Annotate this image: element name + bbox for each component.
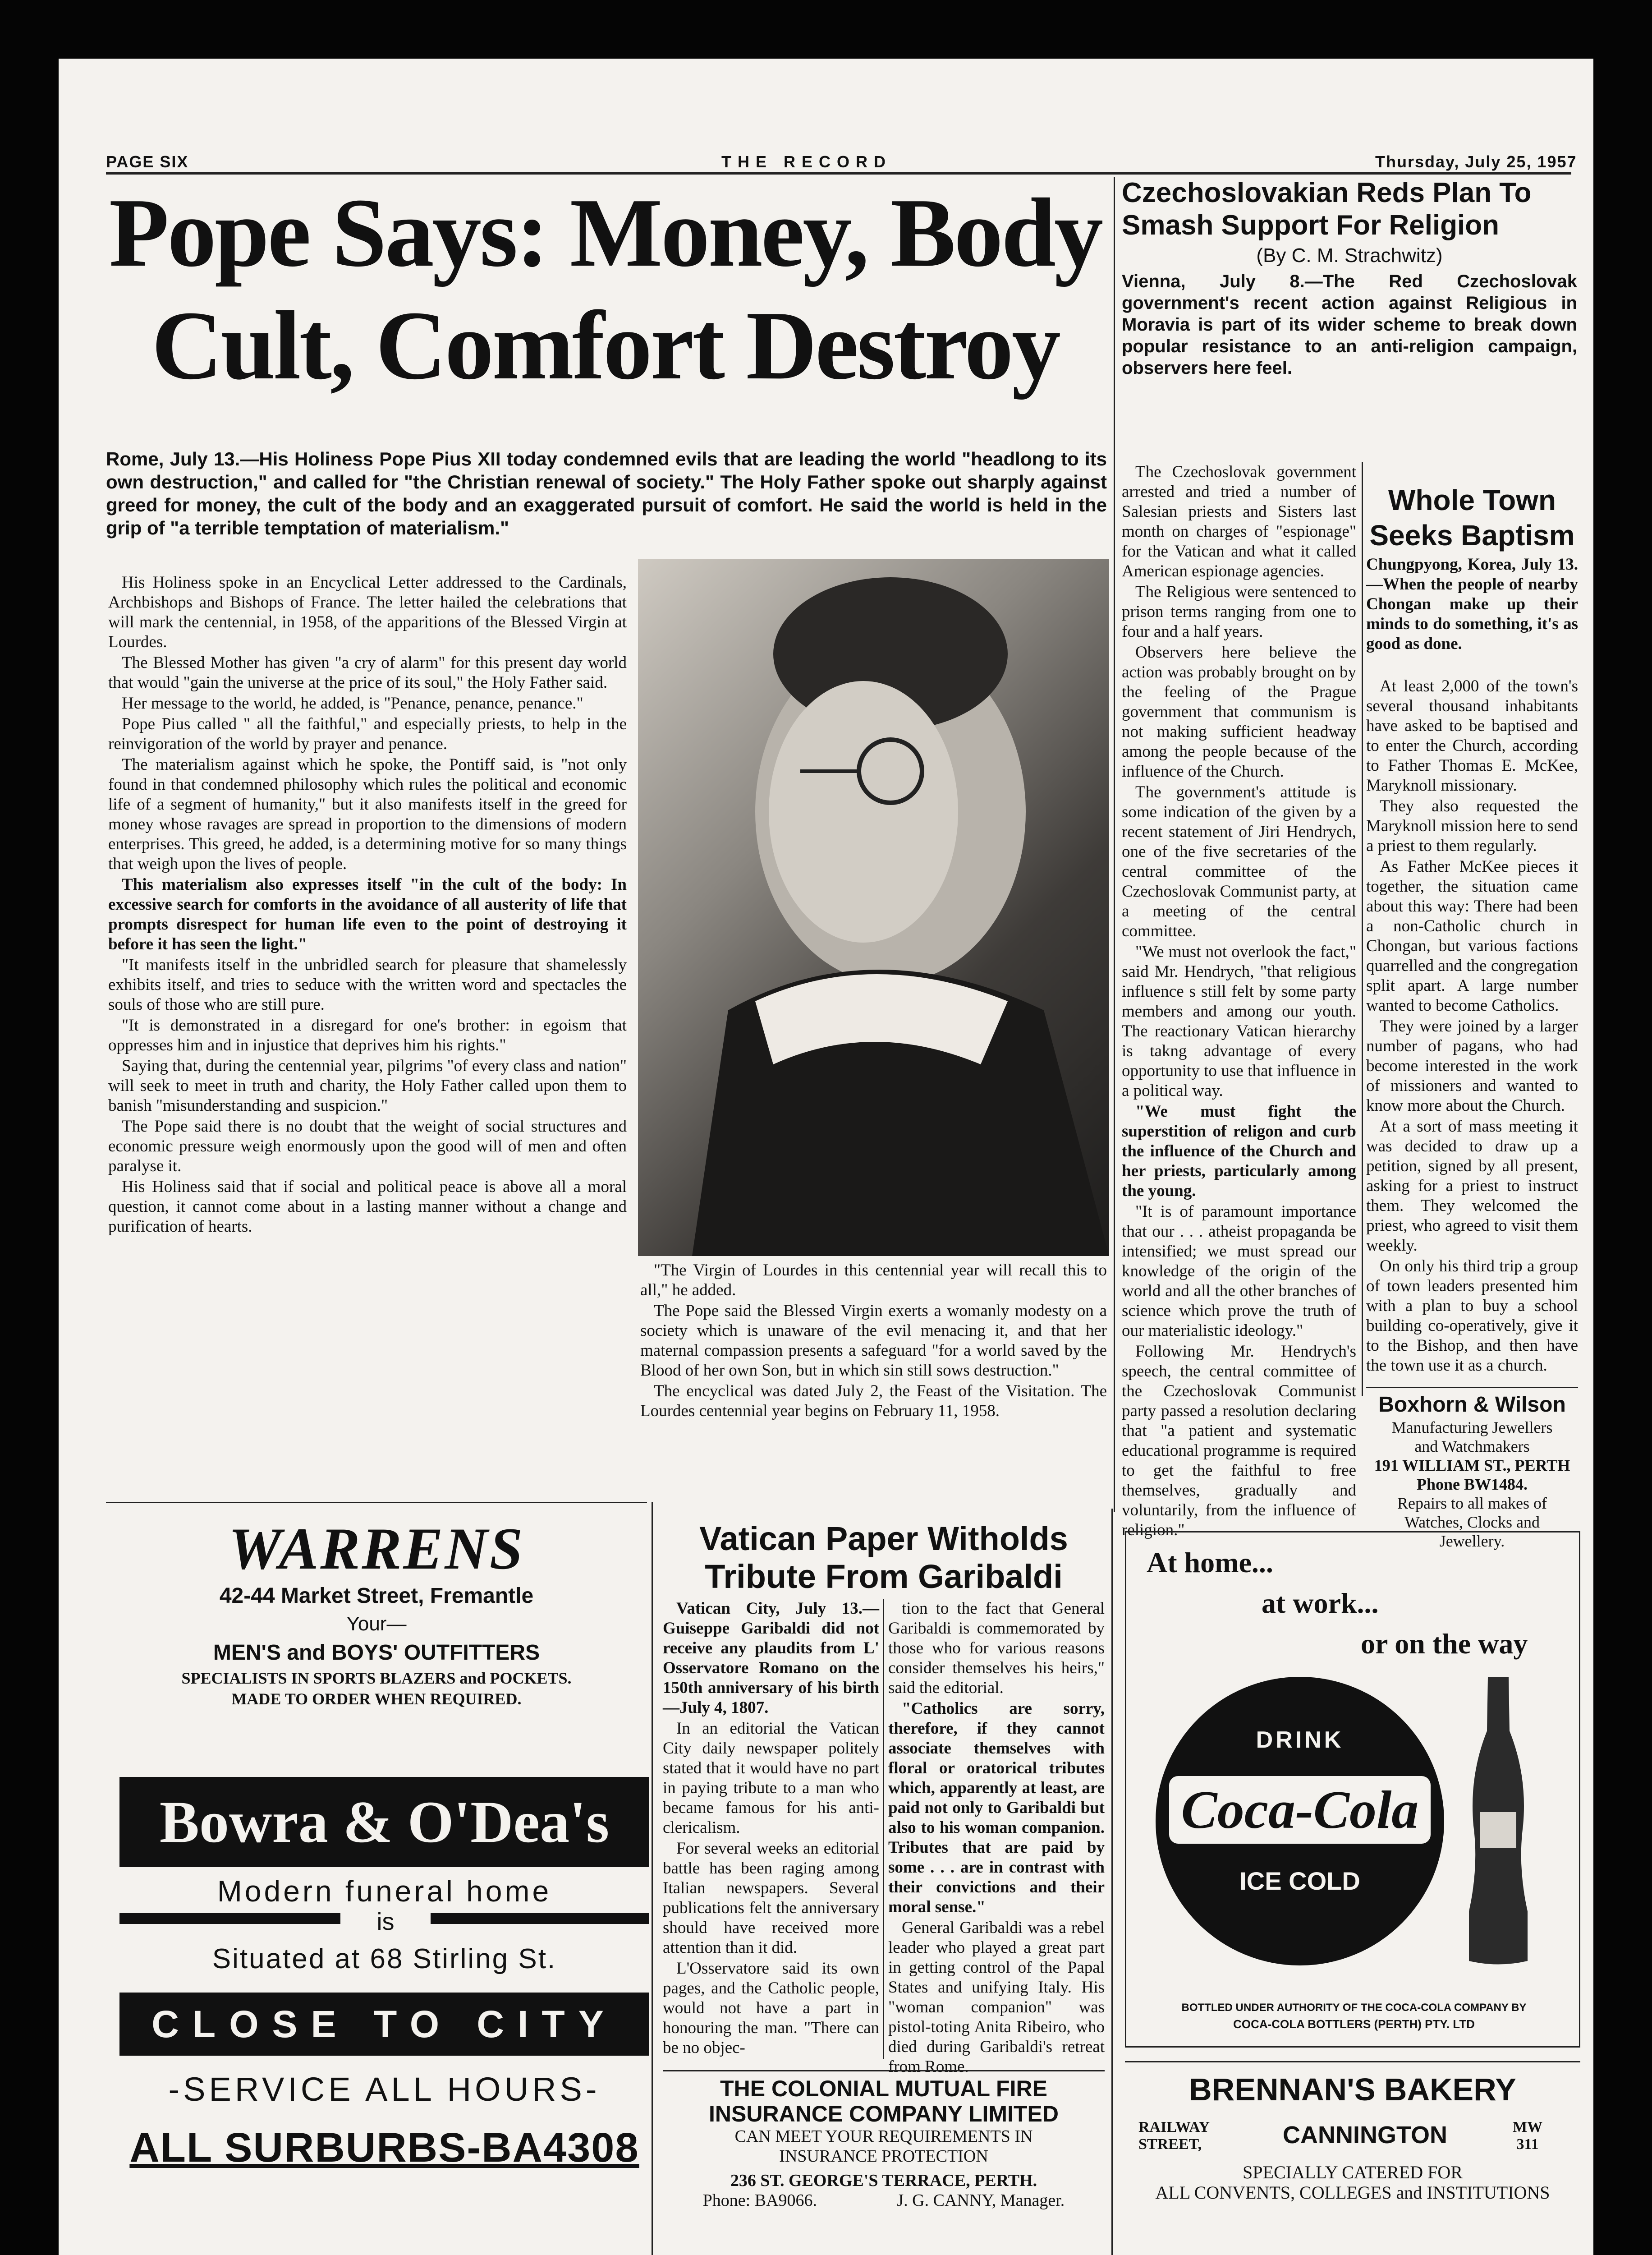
main-headline-line-1: Pope Says: Money, Body <box>109 179 1102 287</box>
paragraph: "We must fight the superstition of religon and curb the influence of the Church and her priests, particularly among the young. <box>1122 1102 1356 1200</box>
vatican-headline <box>658 1520 1109 1596</box>
paragraph: L'Osservatore said its own pages, and the Catholic people, would not have a part in honouring the man. "There can be no objec- <box>663 1959 879 2057</box>
colonial-manager: J. G. CANNY, Manager. <box>897 2191 1065 2210</box>
boxhorn-address: 191 WILLIAM ST., PERTH <box>1374 1456 1570 1474</box>
paragraph: Vatican City, July 13.—Guiseppe Garibaldi did not receive any plaudits from L' Osservatore Romano on the 150th anniversary of his birth—July 4, 1807. <box>663 1599 879 1717</box>
brennan-street <box>1138 2119 1210 2153</box>
paragraph: They also requested the Maryknoll mission here to send a priest to them regularly. <box>1366 797 1578 855</box>
paragraph: This materialism also expresses itself "in the cult of the body: In excessive search for comforts in the avoidance of all austerity of life that prompts disrespect for human life even to the point of destroying it before it has seen the light." <box>108 875 627 953</box>
coke-line-3: or on the way <box>1361 1628 1528 1660</box>
brennan-line-2: ALL CONVENTS, COLLEGES and INSTITUTIONS <box>1155 2182 1550 2203</box>
warrens-ad <box>113 1515 640 1709</box>
colonial-line-1: CAN MEET YOUR REQUIREMENTS IN <box>734 2127 1033 2146</box>
colonial-name: THE COLONIAL MUTUAL FIRE <box>720 2076 1047 2101</box>
paragraph: His Holiness spoke in an Encyclical Letter addressed to the Cardinals, Archbishops and Bishops of France. The letter hailed the celebrations that will mark the centennial, in 1958, of the apparitions of the Blessed Virgin at Lourdes. <box>108 573 627 651</box>
vatican-column-2 <box>888 1599 1105 2076</box>
brennan-right-1: MW <box>1513 2119 1543 2135</box>
warrens-your: Your— <box>346 1613 407 1635</box>
bowra-line-3: Situated at 68 Stirling St. <box>212 1943 557 1974</box>
warrens-address: 42-44 Market Street, Fremantle <box>219 1584 534 1608</box>
paragraph: In an editorial the Vatican City daily newspaper politely stated that it would have no part in paying tribute to a man who became famous for his anti-clericalism. <box>663 1719 879 1837</box>
boxhorn-line-1: Manufacturing Jewellers <box>1391 1418 1553 1436</box>
bowra-line-6: ALL SURBURBS-BA4308 <box>129 2125 639 2171</box>
town-headline: Whole Town Seeks Baptism <box>1369 484 1575 552</box>
vatican-column-1 <box>663 1599 879 2066</box>
warrens-outfitters: MEN'S and BOYS' OUTFITTERS <box>213 1641 540 1665</box>
bowra-line-2: is <box>340 1908 431 1936</box>
paragraph: "It manifests itself in the unbridled search for pleasure that shamelessly exhibits itself, and tries to seduce with the written word and spectacles the souls of those who are still pure. <box>108 956 627 1014</box>
vatican-headline-line-2: Tribute From Garibaldi <box>705 1558 1063 1595</box>
brennan-left-1: RAILWAY <box>1138 2119 1210 2135</box>
paragraph: Observers here believe the action was probably brought on by the feeling of the Prague government that communism is not making sufficient headway among the people because of the influence of the Church. <box>1122 643 1356 781</box>
bowra-name: Bowra & O'Dea's <box>119 1777 649 1867</box>
paragraph: At least 2,000 of the town's several thousand inhabitants have asked to be baptised and to enter the Church, according to Father Thomas E. McKee, Maryknoll missionary. <box>1366 677 1578 795</box>
issue-date: Thursday, July 25, 1957 <box>1375 152 1577 171</box>
czech-headline: Czechoslovakian Reds Plan To Smash Support For Religion <box>1122 177 1532 241</box>
czech-article-body <box>1122 462 1356 1539</box>
paragraph: The Pope said the Blessed Virgin exerts a womanly modesty on a society which is unaware of the evil menacing it, and that her maternal compassion presents a safeguard "for a world saved by the Blood of her own Son, but in which sin still sows destruction." <box>640 1302 1107 1380</box>
paragraph: Following Mr. Hendrych's speech, the central committee of the Czechoslovak Communist party passed a resolution declaring that "a patient and systematic educational programme is required to get the faithful to free themselves, gradually and voluntarily, from the influence of religion." <box>1122 1342 1356 1539</box>
coke-disc <box>1156 1677 1444 1965</box>
boxhorn-wilson-ad <box>1366 1387 1578 1551</box>
bowra-odeas-ad <box>119 1777 649 2253</box>
paragraph: Her message to the world, he added, is "Penance, penance, penance." <box>122 694 583 713</box>
coke-line-1: At home... <box>1147 1546 1273 1578</box>
boxhorn-phone: Phone BW1484. <box>1416 1475 1528 1493</box>
bowra-line-1: Modern funeral home <box>217 1874 552 1908</box>
paragraph: tion to the fact that General Garibaldi is commemorated by those who for various reasons consider themselves his heirs," said the editorial. <box>888 1599 1105 1697</box>
boxhorn-line-2: and Watchmakers <box>1414 1437 1530 1455</box>
brennan-phone <box>1513 2119 1542 2153</box>
paragraph: They were joined by a larger number of pagans, who had become interested in the work of missioners and wanted to know more about the Church. <box>1366 1017 1578 1115</box>
paragraph: The Czechoslovak government arrested and tried a number of Salesian priests and Sisters last month on charges of "espionage" for the Vatican and what it called American espionage agencies. <box>1122 463 1356 580</box>
paragraph: Saying that, during the centennial year, pilgrims "of every class and nation" will seek to meet in truth and charity, the Holy Father called upon them to banish "misunderstanding and suspicion." <box>108 1057 627 1115</box>
paragraph: The materialism against which he spoke, the Pontiff said, is "not only found in that condemned philosophy which rules the political and economic life of a segment of humanity," but it also manifests itself in the greed for money whose ravages are spread in proportion to the dimensions of modern enterprises. This greed, he added, is a determining motive for so many things that weigh upon the lives of people. <box>108 755 627 873</box>
paragraph: For several weeks an editorial battle has been raging among Italian newspapers. Several publications felt the anniversary should have received more attention than it did. <box>663 1839 879 1957</box>
town-lede: Chungpyong, Korea, July 13.—When the people of nearby Chongan make up their minds to do something, it's as good as done. <box>1366 555 1578 653</box>
town-article-body <box>1366 676 1578 1375</box>
brennan-left-2: STREET, <box>1138 2136 1202 2153</box>
colonial-phone: Phone: BA9066. <box>702 2191 817 2210</box>
paragraph: "It is of paramount importance that our . . . atheist propaganda be intensified; we must spread our knowledge of the origin of the world and all the other branches of science which prove the truth of our materialistic ideology." <box>1122 1202 1356 1340</box>
coke-line-2: at work... <box>1262 1587 1379 1619</box>
boxhorn-name: Boxhorn & Wilson <box>1378 1393 1566 1417</box>
page-number: PAGE SIX <box>106 152 189 171</box>
paragraph: "We must not overlook the fact," said Mr. Hendrych, "that religious influence s still felt by some party members and among our youth. The reactionary Vatican hierarchy is takng advantage of every opportunity to use that influence in a political way. <box>1122 943 1356 1100</box>
warrens-spec-2: MADE TO ORDER WHEN REQUIRED. <box>231 1690 522 1708</box>
boxhorn-line-6: Watches, Clocks and <box>1404 1513 1540 1531</box>
paragraph: "The Virgin of Lourdes in this centennial year will recall this to all," he added. <box>640 1261 1107 1299</box>
paragraph: The Pope said there is no doubt that the weight of social structures and economic pressure weigh enormously upon the good will of men and often paralyse it. <box>108 1117 627 1175</box>
pope-pius-xii-photo <box>638 559 1109 1256</box>
coke-ice-cold: ICE COLD <box>1239 1867 1360 1895</box>
main-article-column-1 <box>108 573 627 1493</box>
vatican-headline-line-1: Vatican Paper Witholds <box>699 1520 1068 1557</box>
paragraph: The encyclical was dated July 2, the Feast of the Visitation. The Lourdes centennial year begins on February 11, 1958. <box>640 1382 1107 1420</box>
warrens-name: WARRENS <box>228 1515 525 1582</box>
colonial-name-2: INSURANCE COMPANY LIMITED <box>709 2101 1059 2126</box>
paragraph: His Holiness said that if social and political peace is above all a moral question, it cannot come about in a lasting manner without a change and purification of hearts. <box>108 1178 627 1236</box>
portrait-illustration <box>638 559 1109 1256</box>
czech-byline: (By C. M. Strachwitz) <box>1256 244 1443 267</box>
coke-drink: DRINK <box>1256 1727 1344 1753</box>
bowra-line-5: -SERVICE ALL HOURS- <box>168 2071 601 2108</box>
paragraph: At a sort of mass meeting it was decided to draw up a petition, signed by all present, asking for a priest to instruct them. They welcomed the priest, who agreed to visit them weekly. <box>1366 1117 1578 1255</box>
brennan-right-2: 311 <box>1516 2136 1539 2153</box>
bowra-line-4: CLOSE TO CITY <box>119 1993 649 2056</box>
newspaper-page <box>59 59 1593 2255</box>
main-lede: Rome, July 13.—His Holiness Pope Pius XII today condemned evils that are leading the world "headlong to its own destruction," and called for "the Christian renewal of society." The Holy Father spoke out sharply against greed for money, the cult of the body and an exaggerated pursuit of comfort. He said the world is held in the grip of "a terrible temptation of materialism." <box>106 448 1107 538</box>
paragraph: The Blessed Mother has given "a cry of alarm" for this present day world that would "gain the universe at the price of its soul," the Holy Father said. <box>108 653 627 692</box>
paragraph: Pope Pius called " all the faithful," and especially priests, to help in the reinvigoration of the world by prayer and penance. <box>108 715 627 753</box>
coke-bottler-1: BOTTLED UNDER AUTHORITY OF THE COCA-COLA COMPANY BY <box>1181 2002 1527 2014</box>
coke-bottle-icon <box>1460 1677 1537 1965</box>
colonial-mutual-ad <box>663 2070 1105 2210</box>
paragraph: As Father McKee pieces it together, the situation came about this way: There had been a non-Catholic church in Chongan, but various factions quarrelled and the congregation split apart. A large number wanted to become Catholics. <box>1366 857 1578 1015</box>
paragraph: On only his third trip a group of town leaders presented him with a plan to buy a school building co-operatively, give it to the Bishop, and then have the town use it as a church. <box>1366 1257 1578 1375</box>
boxhorn-line-5: Repairs to all makes of <box>1397 1494 1547 1512</box>
coca-cola-ad <box>1125 1531 1580 2048</box>
brennans-bakery-ad <box>1125 2061 1580 2255</box>
paragraph: "It is demonstrated in a disregard for one's brother: in egoism that oppresses him and in injustice that deprives him his rights." <box>108 1016 627 1054</box>
brennan-town: CANNINGTON <box>1283 2122 1448 2149</box>
masthead: THE RECORD <box>721 152 892 171</box>
main-headline-line-2: Cult, Comfort Destroy <box>151 291 1059 400</box>
paragraph: General Garibaldi was a rebel leader who played a great part in getting control of the Papal States and unifying Italy. His "woman companion" was pistol-toting Anita Ribeiro, who died during Garibaldi's retreat from Rome. <box>888 1919 1105 2076</box>
brennan-name: BRENNAN'S BAKERY <box>1189 2072 1516 2107</box>
czech-lede: Vienna, July 8.—The Red Czechoslovak government's recent action against Religious in Moravia is part of its wider scheme to break down popular resistance to an anti-religion campaign, observers here feel. <box>1122 272 1577 378</box>
brennan-line-1: SPECIALLY CATERED FOR <box>1243 2162 1463 2182</box>
main-article-column-2 <box>640 1261 1107 1495</box>
coke-brand: Coca-Cola <box>1169 1776 1431 1844</box>
coke-bottler-2: COCA-COLA BOTTLERS (PERTH) PTY. LTD <box>1233 2017 1475 2031</box>
paragraph: "Catholics are sorry, therefore, if they cannot associate themselves with floral or oratorical tributes which, apparently at least, are paid not only to Garibaldi but also to his woman companion. Tributes that are paid by some . . . are in contrast with their convictions and their moral sense." <box>888 1699 1105 1916</box>
boxhorn-line-7: Jewellery. <box>1439 1532 1505 1550</box>
paragraph: The government's attitude is some indication of the given by a recent statement of Jiri Hendrych, one of the five secretaries of the central committee of the Czechoslovak Communist party, at a meeting of the central committee. <box>1122 783 1356 940</box>
warrens-spec-1: SPECIALISTS IN SPORTS BLAZERS and POCKETS. <box>181 1669 572 1687</box>
colonial-line-2: INSURANCE PROTECTION <box>779 2147 988 2166</box>
paragraph: The Religious were sentenced to prison terms ranging from one to four and a half years. <box>1122 583 1356 641</box>
colonial-address: 236 ST. GEORGE'S TERRACE, PERTH. <box>730 2171 1037 2190</box>
